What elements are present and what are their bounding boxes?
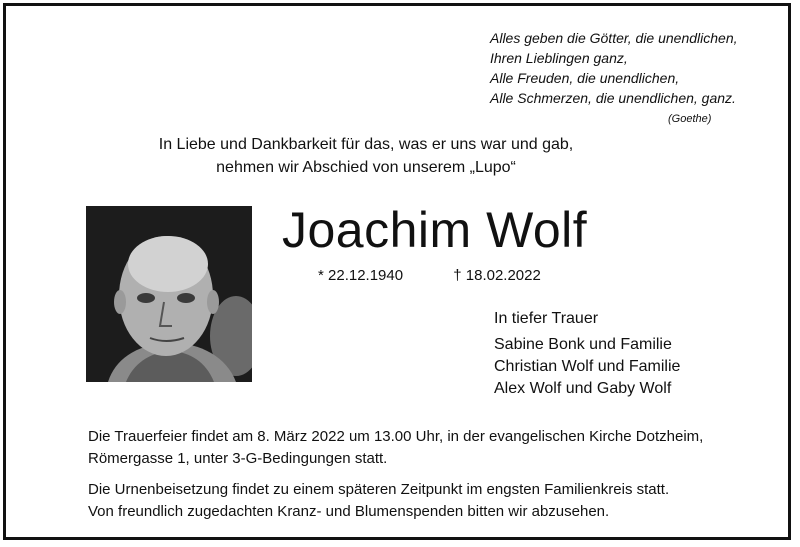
burial-line: Von freundlich zugedachten Kranz- und Blumenspenden bitten wir abzusehen. bbox=[88, 503, 610, 520]
burial-info bbox=[88, 479, 669, 523]
poem bbox=[490, 28, 780, 108]
portrait-photo bbox=[86, 206, 252, 382]
portrait-illustration bbox=[86, 206, 252, 382]
mourners-heading: In tiefer Trauer bbox=[494, 310, 599, 327]
poem-line: Alles geben die Götter, die unendlichen, bbox=[490, 30, 738, 46]
poem-line: Alle Schmerzen, die unendlichen, ganz. bbox=[490, 90, 736, 106]
intro-line: nehmen wir Abschied von unserem „Lupo“ bbox=[216, 159, 516, 176]
mourner-name: Sabine Bonk und Familie bbox=[494, 336, 672, 353]
service-line: Römergasse 1, unter 3-G-Bedingungen statt. bbox=[88, 450, 388, 467]
deceased-name: Joachim Wolf bbox=[282, 202, 588, 258]
mourner-name: Christian Wolf und Familie bbox=[494, 358, 681, 375]
service-info bbox=[88, 426, 703, 470]
poem-source: (Goethe) bbox=[668, 113, 712, 125]
mourners bbox=[494, 308, 680, 400]
burial-line: Die Urnenbeisetzung findet zu einem späteren Zeitpunkt im engsten Familienkreis statt. bbox=[88, 481, 670, 498]
life-dates bbox=[318, 267, 541, 284]
intro-text bbox=[136, 133, 596, 179]
poem-line: Ihren Lieblingen ganz, bbox=[490, 50, 628, 66]
obituary-notice bbox=[3, 3, 791, 540]
death-date: † 18.02.2022 bbox=[453, 267, 541, 284]
birth-date: * 22.12.1940 bbox=[318, 267, 404, 284]
intro-line: In Liebe und Dankbarkeit für das, was er uns war und gab, bbox=[158, 136, 574, 153]
poem-line: Alle Freuden, die unendlichen, bbox=[490, 70, 680, 86]
mourner-name: Alex Wolf und Gaby Wolf bbox=[494, 380, 672, 397]
service-line: Die Trauerfeier findet am 8. März 2022 um 13.00 Uhr, in der evangelischen Kirche Dotzheim, bbox=[88, 428, 704, 445]
